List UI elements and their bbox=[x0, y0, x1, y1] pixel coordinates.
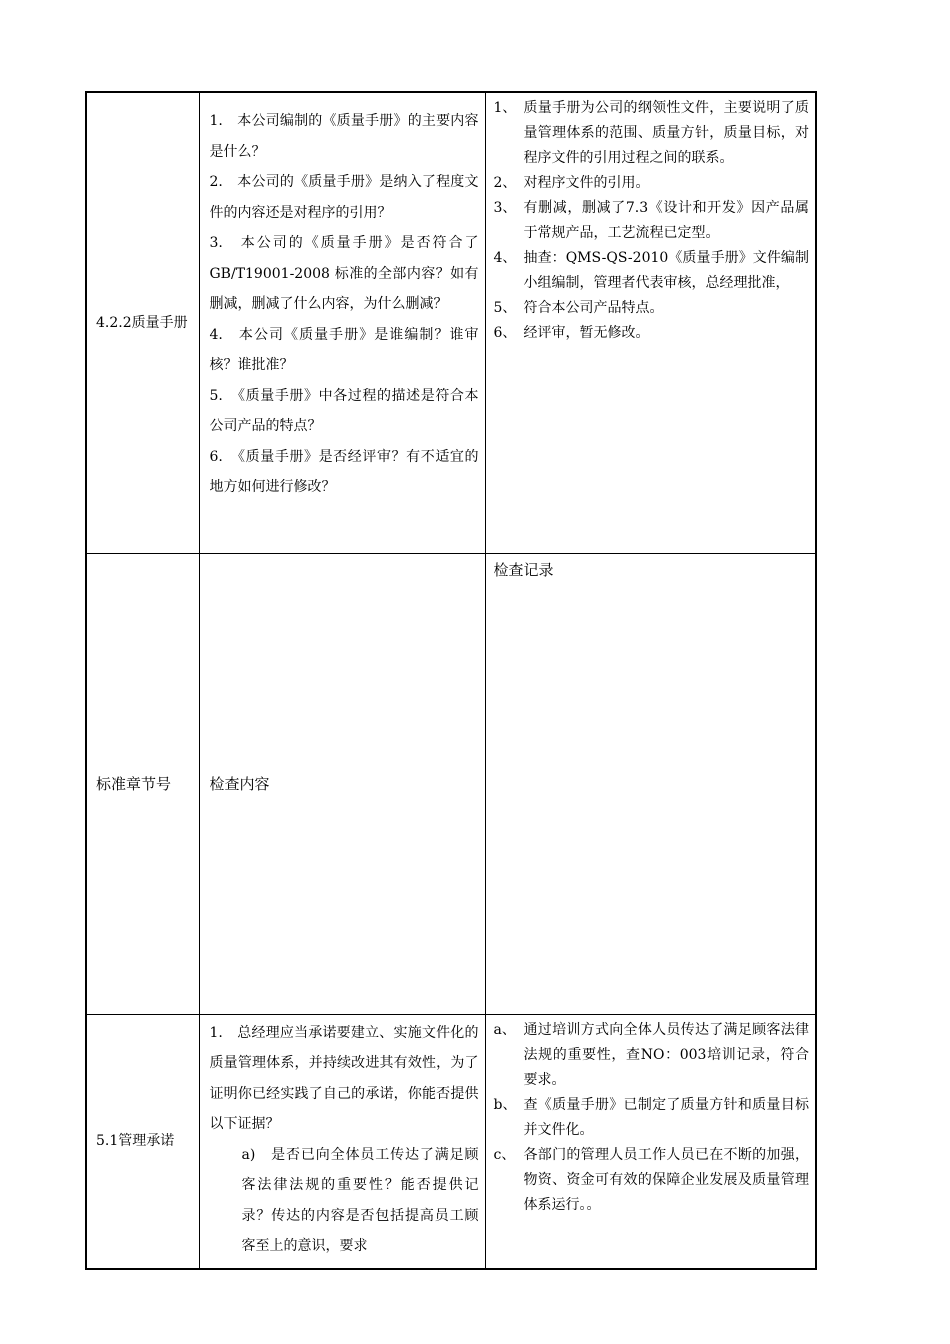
sub-question-item: a) 是否已向全体员工传达了满足顾客法律法规的重要性？能否提供记录？传达的内容是否包括提高员工顾客至上的意识，要求 bbox=[241, 1146, 479, 1254]
questions-cell bbox=[199, 1014, 485, 1269]
answer-text: 对程序文件的引用。 bbox=[523, 175, 650, 191]
answer-number: 6、 bbox=[493, 325, 517, 341]
header-clause-label: 标准章节号 bbox=[96, 775, 172, 793]
questions-cell bbox=[199, 92, 485, 553]
clause-label: 5.1管理承诺 bbox=[96, 1133, 175, 1149]
answer-item bbox=[494, 321, 810, 346]
answer-number: 5、 bbox=[493, 300, 517, 316]
answer-number: a、 bbox=[493, 1021, 516, 1038]
header-content-cell bbox=[199, 553, 485, 1014]
question-item: 3. 本公司的《质量手册》是否符合了 GB/T19001-2008 标准的全部内容？如有删减，删减了什么内容，为什么删减？ bbox=[209, 235, 479, 312]
clause-cell bbox=[86, 92, 199, 553]
answer-item bbox=[494, 196, 810, 246]
table-header-row bbox=[86, 553, 816, 1014]
answer-number: c、 bbox=[493, 1146, 516, 1163]
question-item: 6. 《质量手册》是否经评审？有不适宜的地方如何进行修改？ bbox=[209, 448, 479, 495]
answer-text: 质量手册为公司的纲领性文件，主要说明了质量管理体系的范围、质量方针，质量目标，对程序文件的引用过程之间的联系。 bbox=[523, 100, 809, 166]
answer-text: 查《质量手册》已制定了质量方针和质量目标并文件化。 bbox=[523, 1096, 809, 1138]
table-row-4-2-2 bbox=[86, 92, 816, 553]
question-item: 2. 本公司的《质量手册》是纳入了程度文件的内容还是对程序的引用？ bbox=[209, 174, 479, 221]
answer-text: 经评审，暂无修改。 bbox=[523, 325, 650, 341]
answer-item bbox=[494, 171, 810, 196]
answer-item bbox=[494, 1143, 810, 1218]
header-clause-cell bbox=[86, 553, 199, 1014]
answers-cell bbox=[485, 1014, 816, 1269]
header-content-label: 检查内容 bbox=[209, 775, 270, 793]
answer-number: 1、 bbox=[493, 100, 517, 116]
table-row-5-1 bbox=[86, 1014, 816, 1269]
answer-text: 各部门的管理人员工作人员已在不断的加强，物资、资金可有效的保障企业发展及质量管理体系运行。。 bbox=[523, 1146, 809, 1213]
clause-label: 4.2.2质量手册 bbox=[96, 314, 188, 331]
answer-item bbox=[494, 296, 810, 321]
question-item: 1. 总经理应当承诺要建立、实施文件化的质量管理体系，并持续改进其有效性，为了证明你已经实践了自己的承诺，你能否提供以下证据？ bbox=[209, 1024, 479, 1132]
question-item: 5. 《质量手册》中各过程的描述是符合本公司产品的特点？ bbox=[209, 387, 479, 434]
answer-item bbox=[494, 246, 810, 296]
question-item: 4. 本公司《质量手册》是谁编制？谁审核？谁批准？ bbox=[209, 326, 479, 373]
header-record-label: 检查记录 bbox=[493, 560, 554, 579]
answers-cell bbox=[485, 92, 816, 553]
question-item: 1. 本公司编制的《质量手册》的主要内容是什么？ bbox=[209, 113, 479, 160]
answer-item bbox=[494, 96, 810, 171]
answer-number: 3、 bbox=[493, 200, 517, 216]
header-record-cell bbox=[485, 553, 816, 1014]
audit-checklist-table bbox=[85, 91, 817, 1270]
answer-text: 抽查：QMS-QS-2010《质量手册》文件编制小组编制，管理者代表审核，总经理批准， bbox=[523, 250, 809, 291]
answer-item bbox=[494, 1093, 810, 1143]
answer-text: 符合本公司产品特点。 bbox=[523, 300, 664, 316]
answer-text: 有删减，删减了7.3《设计和开发》因产品属于常规产品，工艺流程已定型。 bbox=[523, 200, 809, 241]
answer-item bbox=[494, 1018, 810, 1093]
answer-number: b、 bbox=[493, 1096, 517, 1113]
answer-text: 通过培训方式向全体人员传达了满足顾客法律法规的重要性，查NO：003培训记录，符合要求。 bbox=[523, 1021, 809, 1088]
answer-number: 4、 bbox=[493, 250, 517, 266]
clause-cell bbox=[86, 1014, 199, 1269]
answer-number: 2、 bbox=[493, 175, 517, 191]
